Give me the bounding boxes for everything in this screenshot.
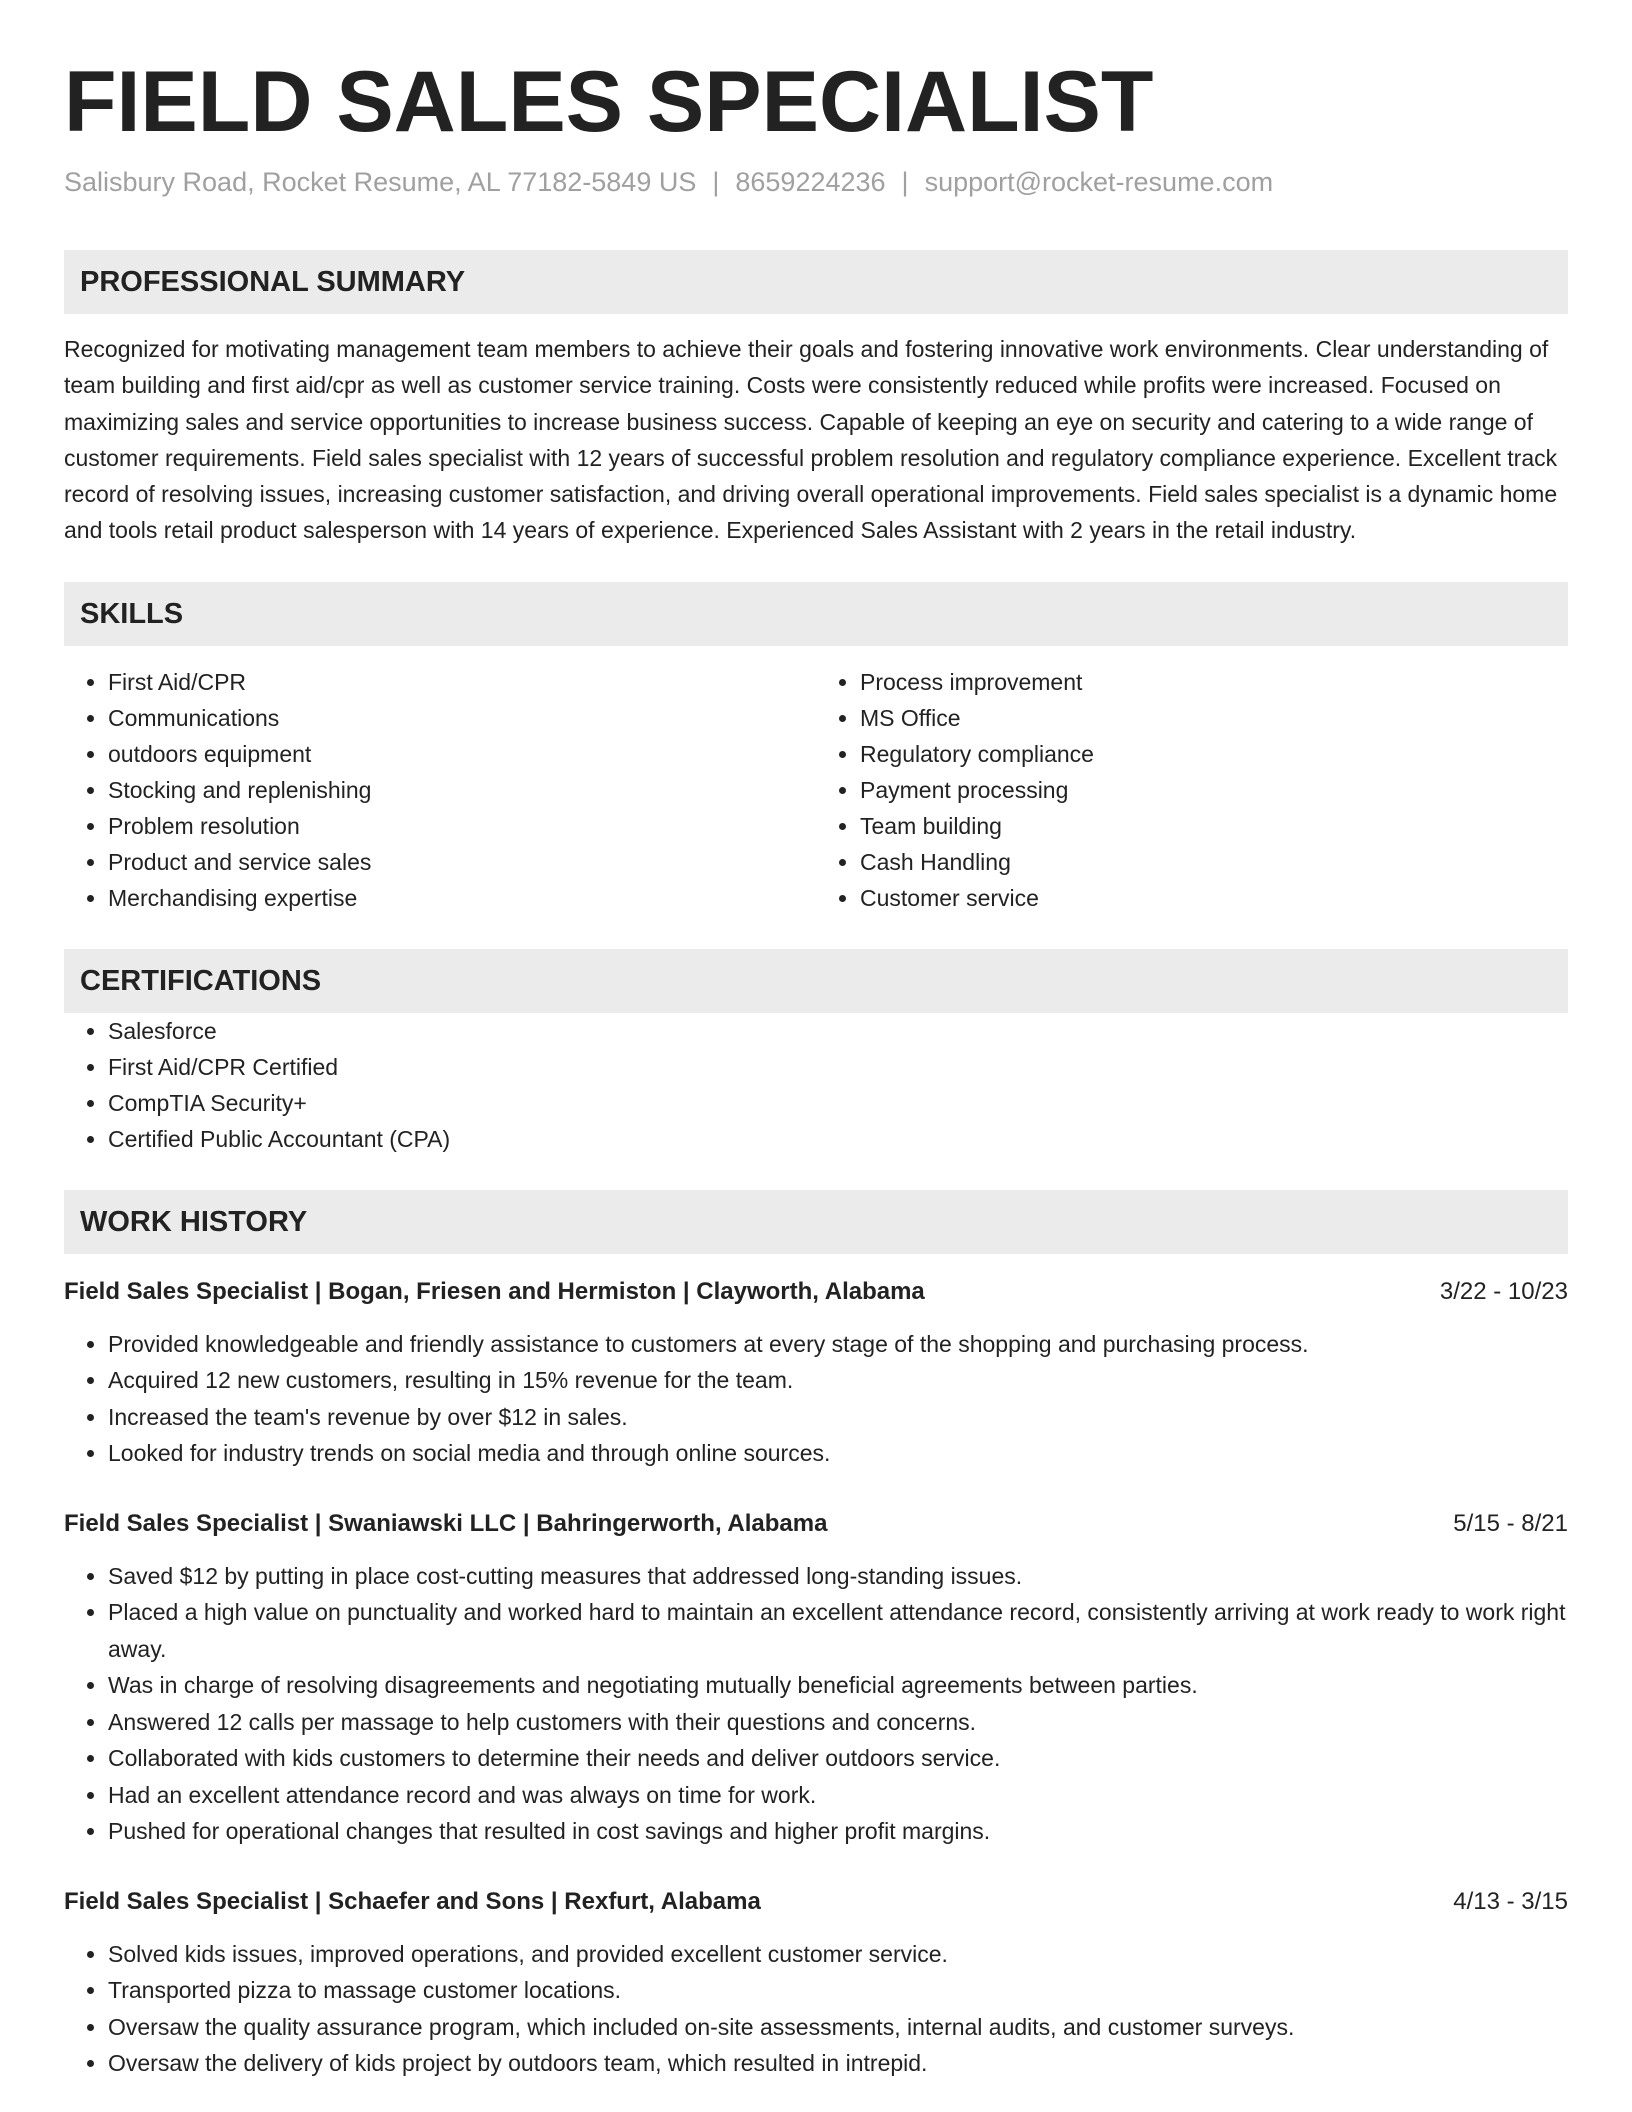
skill-item: • Process improvement — [860, 664, 1568, 700]
contact-phone: 8659224236 — [735, 167, 886, 197]
skill-item: • First Aid/CPR — [108, 664, 816, 700]
certification-item: • Salesforce — [108, 1013, 1568, 1049]
job-bullet: • Solved kids issues, improved operations, and provided excellent customer service. — [108, 1936, 1568, 1973]
job-dates: 3/22 - 10/23 — [1439, 1277, 1568, 1305]
job-entry — [64, 1506, 1568, 1850]
job-bullet: • Looked for industry trends on social media and through online sources. — [108, 1435, 1568, 1472]
contact-email: support@rocket-resume.com — [924, 167, 1274, 197]
skill-item: • MS Office — [860, 700, 1568, 736]
skills-list-right — [816, 664, 1568, 916]
job-title: Field Sales Specialist | Swaniawski LLC | Bahringerworth, Alabama — [64, 1509, 828, 1537]
certification-item: • Certified Public Accountant (CPA) — [108, 1121, 1568, 1157]
contact-line — [64, 164, 1568, 200]
job-dates: 5/15 - 8/21 — [1453, 1509, 1568, 1537]
skill-item: • Product and service sales — [108, 844, 816, 880]
job-bullets — [64, 1936, 1568, 2082]
job-entry — [64, 1884, 1568, 2082]
skill-item: • outdoors equipment — [108, 736, 816, 772]
job-bullet: • Increased the team's revenue by over $12 in sales. — [108, 1399, 1568, 1436]
job-bullet: • Collaborated with kids customers to determine their needs and deliver outdoors service. — [108, 1740, 1568, 1777]
job-bullet: • Transported pizza to massage customer locations. — [108, 1972, 1568, 2009]
summary-text: Recognized for motivating management team members to achieve their goals and fostering innovative work environments. Clear understanding of team building and first aid/cpr as well as customer service training. Costs were consistently reduced while profits were increased. Focused on maximizing sales and service opportunities to increase business success. Capable of keeping an eye on security and catering to a wide range of customer requirements. Field sales specialist with 12 years of successful problem resolution and regulatory compliance experience. Excellent track record of resolving issues, increasing customer satisfaction, and driving overall operational improvements. Field sales specialist is a dynamic home and tools retail product salesperson with 14 years of experience. Experienced Sales Assistant with 2 years in the retail industry. — [64, 336, 1558, 544]
skill-item: • Team building — [860, 808, 1568, 844]
section-heading-certifications: CERTIFICATIONS — [64, 949, 1568, 1013]
job-bullet: • Placed a high value on punctuality and worked hard to maintain an excellent attendance record, consistently arriving at work ready to work right away. — [108, 1594, 1568, 1667]
contact-separator: | — [712, 167, 720, 197]
section-heading-summary: PROFESSIONAL SUMMARY — [64, 250, 1568, 314]
job-entry — [64, 1274, 1568, 1472]
section-heading-work-history: WORK HISTORY — [64, 1190, 1568, 1254]
job-title: Field Sales Specialist | Schaefer and Sons | Rexfurt, Alabama — [64, 1887, 761, 1915]
skill-item: • Cash Handling — [860, 844, 1568, 880]
job-bullet: • Answered 12 calls per massage to help customers with their questions and concerns. — [108, 1704, 1568, 1741]
candidate-name: FIELD SALES SPECIALIST — [64, 54, 1154, 150]
skill-item: • Problem resolution — [108, 808, 816, 844]
skill-item: • Communications — [108, 700, 816, 736]
job-bullets — [64, 1326, 1568, 1472]
job-header — [64, 1884, 1568, 1920]
contact-separator: | — [901, 167, 909, 197]
resume-content — [64, 52, 1568, 2082]
job-bullets — [64, 1558, 1568, 1850]
skill-item: • Customer service — [860, 880, 1568, 916]
job-bullet: • Was in charge of resolving disagreements and negotiating mutually beneficial agreements between parties. — [108, 1667, 1568, 1704]
skill-item: • Stocking and replenishing — [108, 772, 816, 808]
job-bullet: • Saved $12 by putting in place cost-cutting measures that addressed long-standing issues. — [108, 1558, 1568, 1595]
skill-item: • Regulatory compliance — [860, 736, 1568, 772]
job-title: Field Sales Specialist | Bogan, Friesen and Hermiston | Clayworth, Alabama — [64, 1277, 925, 1305]
skill-item: • Merchandising expertise — [108, 880, 816, 916]
skills-list-left — [64, 664, 816, 916]
skill-item: • Payment processing — [860, 772, 1568, 808]
section-heading-skills: SKILLS — [64, 582, 1568, 646]
job-header — [64, 1274, 1568, 1310]
skills-columns — [64, 664, 1568, 916]
job-bullet: • Oversaw the quality assurance program, which included on-site assessments, internal audits, and customer surveys. — [108, 2009, 1568, 2046]
job-dates: 4/13 - 3/15 — [1453, 1887, 1568, 1915]
job-header — [64, 1506, 1568, 1542]
job-bullet: • Pushed for operational changes that resulted in cost savings and higher profit margins. — [108, 1813, 1568, 1850]
job-bullet: • Provided knowledgeable and friendly assistance to customers at every stage of the shopping and purchasing process. — [108, 1326, 1568, 1363]
job-bullet: • Had an excellent attendance record and was always on time for work. — [108, 1777, 1568, 1814]
certification-item: • First Aid/CPR Certified — [108, 1049, 1568, 1085]
certification-item: • CompTIA Security+ — [108, 1085, 1568, 1121]
job-bullet: • Acquired 12 new customers, resulting in 15% revenue for the team. — [108, 1362, 1568, 1399]
job-bullet: • Oversaw the delivery of kids project by outdoors team, which resulted in intrepid. — [108, 2045, 1568, 2082]
contact-address: Salisbury Road, Rocket Resume, AL 77182-5849 US — [64, 167, 697, 197]
certifications-list — [64, 1013, 1568, 1157]
